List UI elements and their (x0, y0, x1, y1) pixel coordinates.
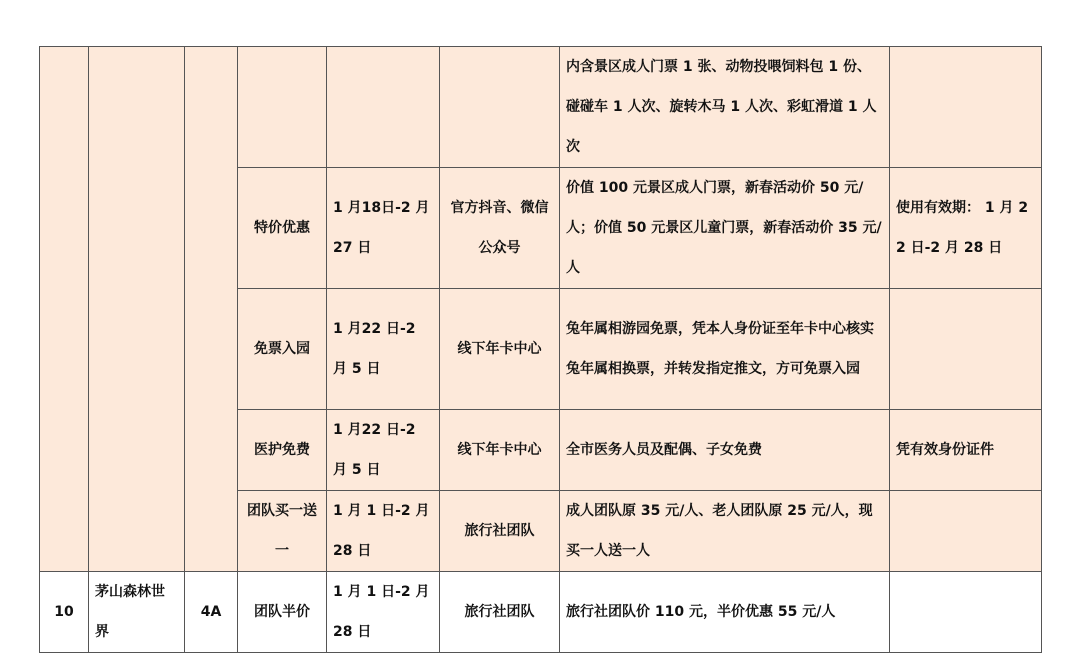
date-cell: 1 月22 日-2 月 5 日 (327, 410, 440, 491)
note-cell (890, 572, 1042, 653)
level-cell (185, 47, 238, 572)
channel-cell: 旅行社团队 (440, 572, 560, 653)
activity-table (39, 46, 1042, 653)
date-cell: 1 月 1 日-2 月 28 日 (327, 491, 440, 572)
channel-cell (440, 47, 560, 168)
note-cell (890, 47, 1042, 168)
note-cell (890, 289, 1042, 410)
date-cell (327, 47, 440, 168)
date-cell: 1 月18日-2 月 27 日 (327, 168, 440, 289)
content-cell: 旅行社团队价 110 元，半价优惠 55 元/人 (560, 572, 890, 653)
date-cell: 1 月22 日-2 月 5 日 (327, 289, 440, 410)
number-cell (40, 47, 89, 572)
type-cell: 医护免费 (238, 410, 327, 491)
content-cell: 成人团队原 35 元/人、老人团队原 25 元/人，现买一人送一人 (560, 491, 890, 572)
scenic-name-cell (89, 47, 185, 572)
content-cell: 全市医务人员及配偶、子女免费 (560, 410, 890, 491)
channel-cell: 线下年卡中心 (440, 289, 560, 410)
type-cell: 特价优惠 (238, 168, 327, 289)
type-cell (238, 47, 327, 168)
type-cell: 团队半价 (238, 572, 327, 653)
note-cell (890, 491, 1042, 572)
channel-cell: 线下年卡中心 (440, 410, 560, 491)
scenic-name-cell: 茅山森林世界 (89, 572, 185, 653)
content-cell: 兔年属相游园免票，凭本人身份证至年卡中心核实兔年属相换票，并转发指定推文，方可免票入园 (560, 289, 890, 410)
content-cell: 价值 100 元景区成人门票，新春活动价 50 元/人；价值 50 元景区儿童门票，新春活动价 35 元/人 (560, 168, 890, 289)
channel-cell: 旅行社团队 (440, 491, 560, 572)
note-cell: 凭有效身份证件 (890, 410, 1042, 491)
note-cell: 使用有效期： 1 月 22 日-2 月 28 日 (890, 168, 1042, 289)
channel-cell: 官方抖音、微信公众号 (440, 168, 560, 289)
content-cell: 内含景区成人门票 1 张、动物投喂饲料包 1 份、碰碰车 1 人次、旋转木马 1 人次、彩虹滑道 1 人次 (560, 47, 890, 168)
type-cell: 团队买一送一 (238, 491, 327, 572)
number-cell: 10 (40, 572, 89, 653)
level-cell: 4A (185, 572, 238, 653)
type-cell: 免票入园 (238, 289, 327, 410)
date-cell: 1 月 1 日-2 月 28 日 (327, 572, 440, 653)
table-row (40, 47, 1042, 168)
table-row (40, 572, 1042, 653)
